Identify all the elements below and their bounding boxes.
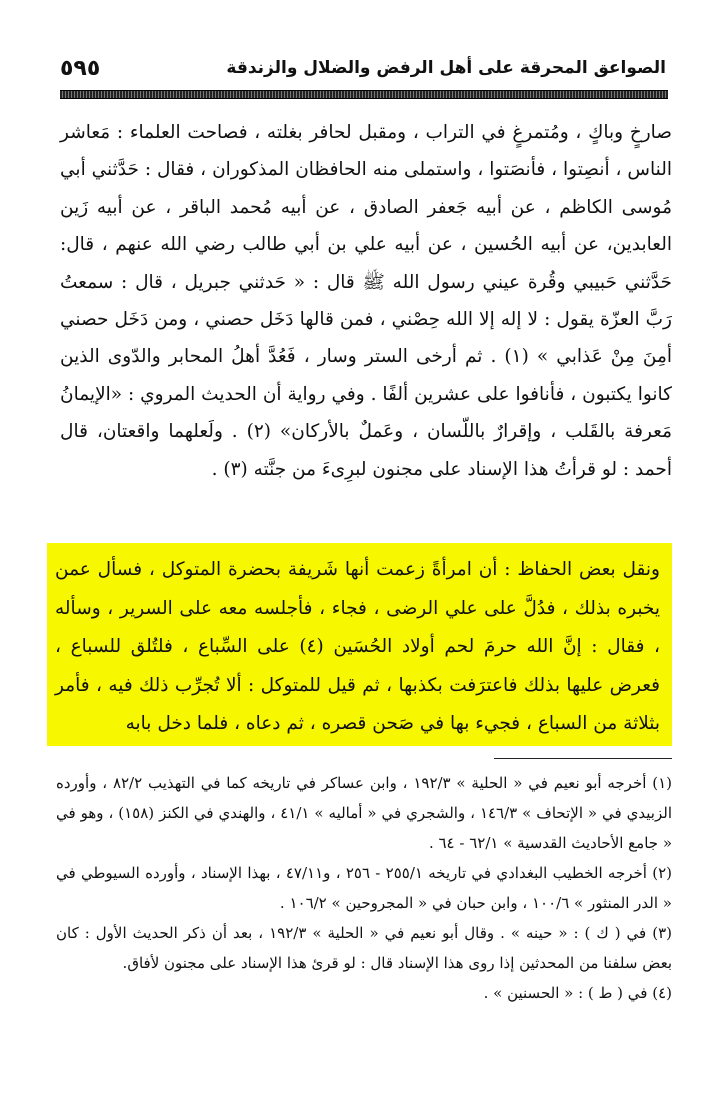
footnote-2: (٢) أخرجه الخطيب البغدادي في تاريخه ٢٥٥/١ - ٢٥٦ ، و٤٧/١١ ، بهذا الإسناد ، وأورده السيوطي في « الدر المنثور » ١٠٠/٦ ، وابن حبان في « المجروحين » ١٠٦/٢ . <box>56 864 672 912</box>
highlighted-paragraph: ونقل بعض الحفاظ : أن امرأةً زعمت أنها شَريفة بحضرة المتوكل ، فسأل عمن يخبره بذلك ، فدُلَّ على علي الرضى ، فجاء ، فأجلسه معه على السرير ، وسأله ، فقال : إنَّ الله حرمَ لحم أولاد الحُسَين (٤) على السِّباع ، فلتُلق للسباع ، فعرض عليها بذلك فاعترَفت بكذبها ، ثم قيل للمتوكل : ألا تُجرِّب ذلك فيه ، فأمر بثلاثة من السباع ، فجيء بها في صَحن قصره ، ثم دعاه ، فلما دخل بابه <box>55 559 660 734</box>
footnote-3: (٣) في ( ك ) : « حينه » . وقال أبو نعيم في « الحلية » ١٩٢/٣ ، بعد أن ذكر الحديث الأول : كان بعض سلفنا من المحدثين إذا روى هذا الإسناد قال : لو قرئ هذا الإسناد على مجنون لأفاق. <box>56 924 672 972</box>
main-paragraph: صارخٍ وباكٍ ، ومُتمرغٍ في التراب ، ومقبل لحافر بغلته ، فصاحت العلماء : مَعاشر الناس ، أنصِتوا ، فأنصَتوا ، واستملى منه الحافظان المذكوران ، فقال : حَدَّثني أبي مُوسى الكاظم ، عن أبيه جَعفر الصادق ، عن أبيه مُحمد الباقر ، عن أبيه زَين العابدين، عن أبيه الحُسين ، عن أبيه علي بن أبي طالب رضي الله عنهم ، قال: حَدَّثني حَبيبي وقُرة عيني رسول الله ﷺ قال : « حَدثني جبريل ، قال : سمعتُ رَبَّ العزّة يقول : لا إله إلا الله حِصْني ، فمن قالها دَخَل حصني ، ومن دَخَل حصني أمِنَ مِنْ عَذابي » (١) . ثم أرخى الستر وسار ، فَعُدَّ أهلُ المحابر والدّوى الذين كانوا يكتبون ، فأنافوا على عشرين ألفًا . وفي رواية أن الحديث المروي : «الإيمانُ مَعرفة بالقَلب ، وإقرارٌ باللّسان ، وعَملٌ بالأركان» (٢) . ولَعلهما واقعتان، قال أحمد : لو قرأتُ هذا الإسناد على مجنون لبرِىءَ من جنَّته (٣) . <box>60 122 672 480</box>
page-number: ٥٩٥ <box>60 56 101 81</box>
footnote-1: (١) أخرجه أبو نعيم في « الحلية » ١٩٢/٣ ، وابن عساكر في تاريخه كما في التهذيب ٨٢/٢ ، وأورده الزبيدي في « الإتحاف » ١٤٦/٣ ، والشجري في « أماليه » ٤١/١ ، والهندي في الكنز (١٥٨) ، وهو في « جامع الأحاديث القدسية » ٦٢/١ - ٦٤ . <box>56 774 672 852</box>
footnote-4: (٤) في ( ط ) : « الحسنين » . <box>483 984 672 1002</box>
running-title: الصواعق المحرقة على أهل الرفض والضلال والزندقة <box>226 58 666 78</box>
header-rule <box>60 90 668 99</box>
page-header <box>60 48 668 88</box>
footnotes <box>56 768 672 1008</box>
main-text <box>60 114 672 488</box>
footnote-separator <box>494 758 672 759</box>
highlighted-passage <box>47 543 672 746</box>
